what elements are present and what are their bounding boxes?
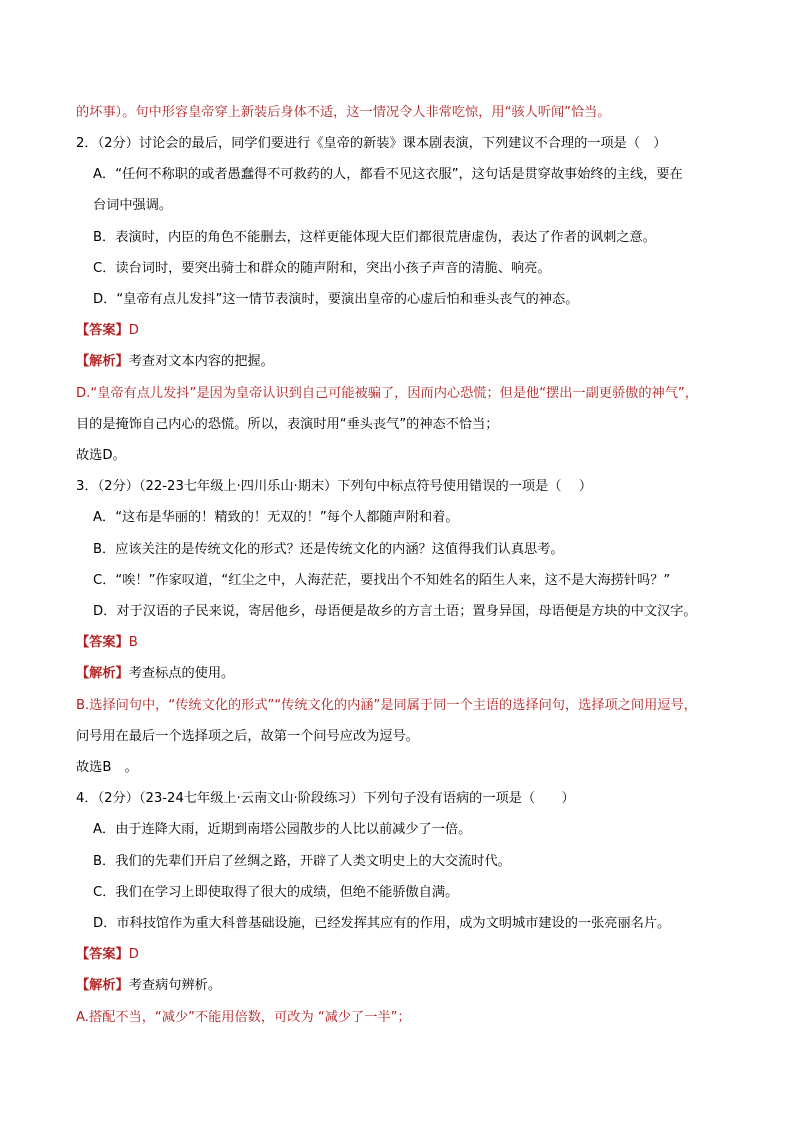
q4-explanation xyxy=(76,977,221,995)
q2-answer-tag: 【答案】 xyxy=(76,323,129,338)
q4-detail-line1: A.搭配不当，“减少”不能用倍数，可改为 “减少了一半”； xyxy=(76,1010,411,1025)
q2-stem: 2．（2分）讨论会的最后，同学们要进行《皇帝的新装》课本剧表演，下列建议不合理的一项是（ ） xyxy=(76,136,667,151)
q4-answer-value: D xyxy=(128,947,139,962)
q2-detail-line2: 目的是掩饰自己内心的恐慌。所以，表演时用“垂头丧气”的神态不恰当； xyxy=(76,417,499,432)
q3-option-c: C．“唉！”作家叹道，“红尘之中，人海茫茫，要找出个不知姓名的陌生人来，这不是大海捞针吗？” xyxy=(93,573,671,588)
q2-detail-line1: D.“皇帝有点儿发抖”是因为皇帝认识到自己可能被骗了，因而内心恐慌；但是他“摆出一副更骄傲的神气”， xyxy=(76,386,698,401)
q3-option-a: A．“这布是华丽的！精致的！无双的！”每个人都随声附和着。 xyxy=(93,510,459,525)
q2-option-d: D．“皇帝有点儿发抖”这一情节表演时，要演出皇帝的心虚后怕和垂头丧气的神态。 xyxy=(93,292,579,307)
q2-conclusion: 故选D。 xyxy=(76,448,126,463)
q2-answer xyxy=(76,322,139,340)
q3-answer-tag: 【答案】 xyxy=(76,635,129,650)
intro-explanation-tail: 的坏事）。句中形容皇帝穿上新装后身体不适，这一情况令人非常吃惊，用“骇人听闻”恰当。 xyxy=(76,105,611,120)
q2-option-a-line1: A．“任何不称职的或者愚蠢得不可救药的人，都看不见这衣服”，这句话是贯穿故事始终的主线，要在 xyxy=(93,167,683,182)
q2-explanation-text: 考查对文本内容的把握。 xyxy=(128,354,274,369)
q4-option-b: B．我们的先辈们开启了丝绸之路，开辟了人类文明史上的大交流时代。 xyxy=(93,854,511,869)
q3-detail-line1: B.选择问句中，“传统文化的形式”“传统文化的内涵”是同属于同一个主语的选择问句，选择项之间用逗号， xyxy=(76,698,697,713)
q4-option-c: C．我们在学习上即使取得了很大的成绩，但绝不能骄傲自满。 xyxy=(93,885,459,900)
q4-explanation-text: 考查病句辨析。 xyxy=(128,978,222,993)
q3-detail-line2: 问号用在最后一个选择项之后，故第一个问号应改为逗号。 xyxy=(76,729,419,744)
q3-explanation xyxy=(76,665,234,683)
q4-answer-tag: 【答案】 xyxy=(76,947,129,962)
q2-option-b: B．表演时，内臣的角色不能删去，这样更能体现大臣们都很荒唐虚伪，表达了作者的讽刺之意。 xyxy=(93,230,656,245)
q2-answer-value: D xyxy=(128,323,139,338)
q2-option-c: C．读台词时，要突出骑士和群众的随声附和，突出小孩子声音的清脆、响亮。 xyxy=(93,261,551,276)
q3-answer-value: B xyxy=(128,635,138,650)
q2-explanation xyxy=(76,353,274,371)
q4-option-d: D．市科技馆作为重大科普基础设施，已经发挥其应有的作用，成为文明城市建设的一张亮丽名片。 xyxy=(93,916,671,931)
q4-answer xyxy=(76,946,139,964)
q3-explanation-text: 考查标点的使用。 xyxy=(128,666,235,681)
q2-explanation-tag: 【解析】 xyxy=(76,354,129,369)
q3-stem: 3．（2分）（22-23七年级上·四川乐山·期末）下列句中标点符号使用错误的一项是（ ） xyxy=(76,479,593,494)
q3-answer xyxy=(76,634,138,652)
q4-explanation-tag: 【解析】 xyxy=(76,978,129,993)
q2-option-a-line2: 台词中强调。 xyxy=(93,198,173,213)
q4-option-a: A．由于连降大雨，近期到南塔公园散步的人比以前减少了一倍。 xyxy=(93,822,472,837)
q3-option-b: B．应该关注的是传统文化的形式？还是传统文化的内涵？这值得我们认真思考。 xyxy=(93,542,564,557)
q3-option-d: D．对于汉语的子民来说，寄居他乡，母语便是故乡的方言土语；置身异国，母语便是方块的中文汉字。 xyxy=(93,604,697,619)
q3-conclusion: 故选B 。 xyxy=(76,760,138,775)
q3-explanation-tag: 【解析】 xyxy=(76,666,129,681)
q4-stem: 4．（2分）（23-24七年级上·云南文山·阶段练习）下列句子没有语病的一项是（ ） xyxy=(76,791,575,806)
